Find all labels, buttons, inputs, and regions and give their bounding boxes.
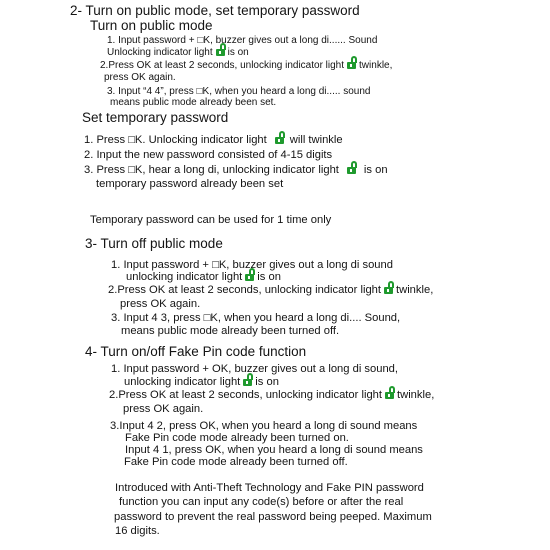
s4-step3-line1: 3.Input 4 2, press OK, when you heard a long di sound means bbox=[110, 420, 418, 432]
s3-step3-line2: means public mode already been turned off. bbox=[121, 325, 340, 337]
s2-step1-line2: Unlocking indicator light is on bbox=[107, 47, 249, 58]
s2-step1-line1: 1. Input password + □K, buzzer gives out a long di...... Sound bbox=[107, 35, 378, 46]
fake-pin-intro-line3: password to prevent the real password being peeped. Maximum bbox=[114, 511, 432, 523]
unlock-icon bbox=[347, 62, 356, 69]
fake-pin-intro-line4: 16 digits. bbox=[115, 525, 160, 537]
ok-key-glyph: □K bbox=[212, 259, 227, 271]
s3-step1-line2: unlocking indicator light is on bbox=[126, 271, 281, 283]
unlock-icon bbox=[216, 49, 225, 56]
temp-step3-line2: temporary password already been set bbox=[96, 178, 284, 190]
ok-key-glyph: □K bbox=[197, 35, 211, 46]
public-mode-subheading: Turn on public mode bbox=[90, 18, 213, 33]
fake-pin-intro-line2: function you can input any code(s) before or after the real bbox=[119, 496, 404, 508]
unlock-icon bbox=[385, 392, 394, 399]
unlock-icon bbox=[384, 287, 393, 294]
s4-step2-line1: 2.Press OK at least 2 seconds, unlocking indicator light twinkle, bbox=[109, 389, 435, 401]
section-3-heading: 3- Turn off public mode bbox=[85, 236, 223, 251]
s3-step1-line1: 1. Input password + □K, buzzer gives out a long di sound bbox=[111, 259, 393, 271]
unlock-icon bbox=[347, 167, 356, 174]
s2-step2-line2: press OK again. bbox=[104, 72, 176, 83]
unlock-icon bbox=[275, 137, 284, 144]
section-4-heading: 4- Turn on/off Fake Pin code function bbox=[85, 344, 307, 359]
s4-step3-line3: Input 4 1, press OK, when you heard a long di sound means bbox=[125, 444, 423, 456]
s2-step3-line1: 3. Input “4 4”, press □K, when you heard a long di..... sound bbox=[107, 86, 371, 97]
section-2-heading: 2- Turn on public mode, set temporary password bbox=[70, 3, 360, 18]
temp-step2: 2. Input the new password consisted of 4-15 digits bbox=[84, 149, 333, 161]
temp-step3-line1: 3. Press □K, hear a long di, unlocking indicator light is on bbox=[84, 164, 388, 176]
s3-step2-line2: press OK again. bbox=[120, 298, 201, 310]
ok-key-glyph: □K bbox=[203, 312, 218, 324]
fake-pin-intro-line1: Introduced with Anti-Theft Technology and Fake PIN password bbox=[115, 482, 424, 494]
s3-step3-line1: 3. Input 4 3, press □K, when you heard a long di.... Sound, bbox=[111, 312, 401, 324]
s2-step3-line2: means public mode already been set. bbox=[110, 97, 277, 108]
ok-key-glyph: □K bbox=[196, 86, 210, 97]
unlock-icon bbox=[243, 379, 252, 386]
s4-step1-line1: 1. Input password + OK, buzzer gives out a long di sound, bbox=[111, 363, 399, 375]
temp-password-note: Temporary password can be used for 1 time only bbox=[90, 214, 332, 226]
ok-key-glyph: □K bbox=[128, 134, 143, 146]
ok-key-glyph: □K bbox=[128, 164, 143, 176]
s2-step2-line1: 2.Press OK at least 2 seconds, unlocking indicator light twinkle, bbox=[100, 60, 393, 71]
s3-step2-line1: 2.Press OK at least 2 seconds, unlocking indicator light twinkle, bbox=[108, 284, 434, 296]
s4-step3-line4: Fake Pin code mode already been turned off. bbox=[124, 456, 348, 468]
unlock-icon bbox=[245, 274, 254, 281]
temp-step1: 1. Press □K. Unlocking indicator light will twinkle bbox=[84, 134, 343, 146]
s4-step1-line2: unlocking indicator light is on bbox=[124, 376, 279, 388]
s4-step3-line2: Fake Pin code mode already been turned on. bbox=[125, 432, 349, 444]
temp-password-heading: Set temporary password bbox=[82, 110, 229, 125]
s4-step2-line2: press OK again. bbox=[123, 403, 204, 415]
